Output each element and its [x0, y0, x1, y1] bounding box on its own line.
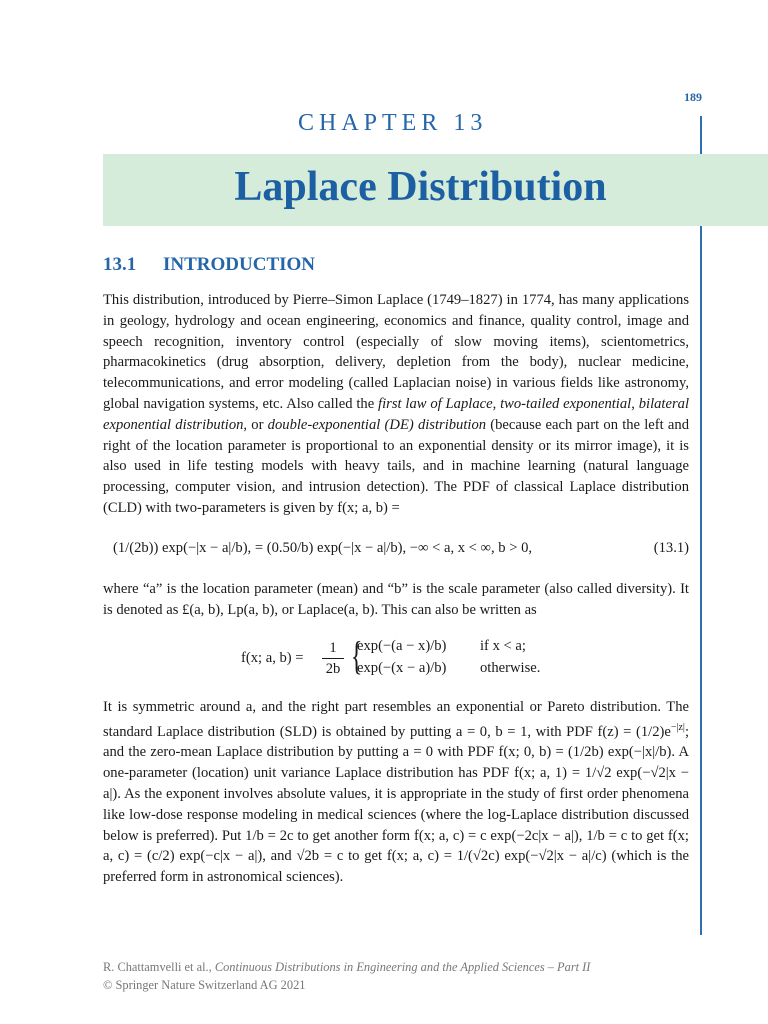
- curly-brace: {: [350, 633, 363, 678]
- parameter-paragraph: where “a” is the location parameter (mean) and “b” is the scale parameter (also called diversity). It is denoted as £(a, b), Lp(a, b), or Laplace(a, b). This can also be written as: [103, 581, 689, 618]
- equation-13-1: [113, 540, 689, 557]
- section-title: INTRODUCTION: [163, 254, 316, 275]
- intro-text-5: (because each part on the left and right of the location parameter is proportional to an exponential density or its mirror image), it is also used in life testing models with heavy tails, and in machine learning (natural language processing, computer vision, and intrusion detection). The PDF of classical Laplace distribution (CLD) with two-parameters is given by f(x; a, b) =: [103, 416, 689, 516]
- equation-number: (13.1): [653, 540, 689, 556]
- equation-lhs: f(x; a, b) =: [241, 650, 304, 666]
- section-number: 13.1: [103, 254, 137, 275]
- exponent: −|z|: [670, 721, 685, 733]
- term-double-exponential: double-exponential (DE) distribution: [267, 416, 487, 433]
- fraction-denominator: 2b: [322, 658, 344, 679]
- citation-line: [103, 958, 590, 976]
- term-first-law: first law of Laplace: [378, 395, 493, 412]
- citation-book-title: Continuous Distributions in Engineering and the Applied Sciences – Part II: [214, 960, 591, 974]
- fraction: [322, 638, 344, 679]
- case-1-expression: exp(−(a − x)/b): [357, 638, 447, 654]
- intro-text-3: ,: [631, 395, 639, 412]
- intro-text-4: , or: [243, 416, 268, 433]
- symmetry-text-1: It is symmetric around a, and the right part resembles an exponential or Pareto distribution. The standard Laplace distribution (SLD) is obtained by putting a = 0, b = 1, with PDF f(z) = (1/2)e: [103, 699, 689, 740]
- fraction-numerator: 1: [329, 640, 337, 656]
- chapter-title-band: [103, 154, 768, 226]
- margin-rule-top: [700, 116, 702, 154]
- symmetry-paragraph: [103, 697, 689, 888]
- footer: [103, 958, 590, 994]
- citation-authors: R. Chattamvelli et al.,: [103, 960, 215, 974]
- equation-body: (1/(2b)) exp(−|x − a|/b), = (0.50/b) exp(−|x − a|/b), −∞ < a, x < ∞, b > 0,: [113, 540, 533, 556]
- symmetry-text-2: ; and the zero-mean Laplace distribution by putting a = 0 with PDF f(x; 0, b) = (1/2b) exp(−|x|/b). A one-parameter (location) unit variance Laplace distribution has PDF f(x; a, 1) = 1/√2 exp(−√2|x − a|). As the exponent involves absolute values, it is appropriate in the study of first order phenomena like low-dose response modeling in medical sciences (where the log-Laplace distribution discussed below is preferred). Put 1/b = 2c to get another form f(x; a, c) = c exp(−2c|x − a|), 1/b = c to get f(x; a, c) = (c/2) exp(−c|x − a|), and √2b = c to get f(x; a, c) = 1/(√2c) exp(−√2|x − a|/c) (which is the preferred form in astronomical sciences).: [103, 723, 689, 886]
- term-bilateral: bilateral exponential distribution: [103, 395, 690, 433]
- section-heading: [103, 254, 315, 276]
- intro-paragraph: [103, 290, 689, 519]
- chapter-label: CHAPTER 13: [298, 110, 488, 136]
- term-two-tailed: two-tailed exponential: [500, 395, 632, 412]
- chapter-title: Laplace Distribution: [234, 164, 607, 210]
- margin-rule: [700, 225, 702, 935]
- copyright-line: © Springer Nature Switzerland AG 2021: [103, 978, 306, 992]
- case-2-expression: exp(−(x − a)/b): [357, 660, 447, 676]
- case-1-condition: if x < a;: [480, 638, 526, 654]
- intro-text-1: This distribution, introduced by Pierre–Simon Laplace (1749–1827) in 1774, has many applications in geology, hydrology and ocean engineering, economics and finance, quality control, image and speech recognition, inventory control (especially of slow moving items), scientometrics, pharmacokinetics (drug absorption, delivery, depletion from the body), nuclear medicine, telecommunications, and error modeling (called Laplacian noise) in various fields like astronomy, global navigation systems, etc. Also called the: [103, 292, 689, 412]
- case-2-condition: otherwise.: [480, 660, 541, 676]
- page-number: 189: [684, 90, 702, 104]
- intro-text-2: ,: [492, 395, 501, 412]
